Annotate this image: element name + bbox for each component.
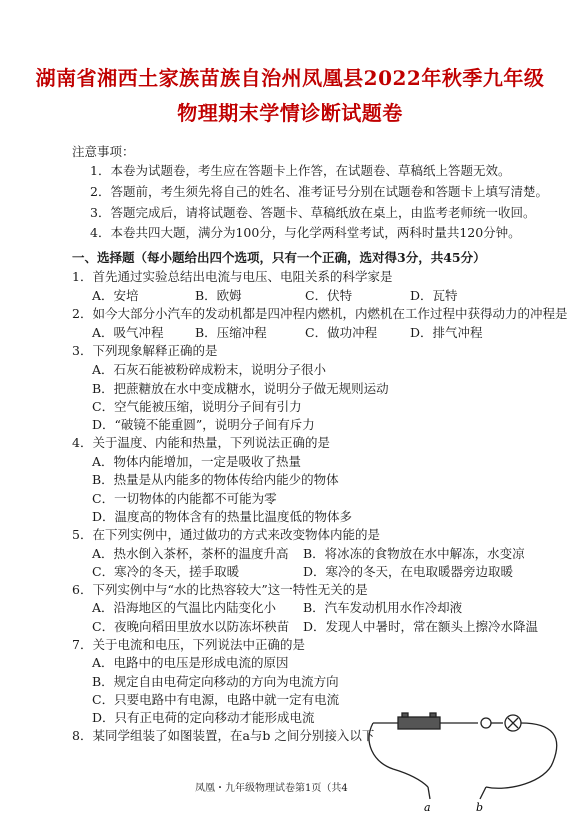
section-heading: 一、选择题（每小题给出四个选项，只有一个正确，选对得3分，共45分）: [72, 250, 486, 265]
figure-label-b: b: [476, 801, 484, 814]
question-stem: 6．下列实例中与“水的比热容较大”这一特性无关的是: [72, 582, 368, 597]
option-d: D．瓦特: [410, 288, 458, 303]
question-stem: 4．关于温度、内能和热量，下列说法正确的是: [72, 435, 330, 450]
option-b: B．热量是从内能多的物体传给内能少的物体: [92, 472, 339, 487]
question-stem: 1．首先通过实验总结出电流与电压、电阻关系的科学家是: [72, 269, 393, 284]
notice-item: 3．答题完成后，请将试题卷、答题卡、草稿纸放在桌上，由监考老师统一收回。: [90, 205, 536, 220]
notice-heading: 注意事项：: [72, 144, 135, 159]
option-b: B．将冰冻的食物放在水中解冻，水变凉: [303, 546, 525, 561]
option-b: B．规定自由电荷定向移动的方向为电流方向: [92, 674, 339, 689]
option-b: B．压缩冲程: [195, 325, 267, 340]
option-a: A．吸气冲程: [92, 325, 164, 340]
option-a: A．安培: [92, 288, 139, 303]
option-c: C．一切物体的内能都不可能为零: [92, 491, 277, 506]
option-c: C．伏特: [305, 288, 353, 303]
option-b: B．欧姆: [195, 288, 242, 303]
option-a: A．电路中的电压是形成电流的原因: [92, 655, 289, 670]
option-d: D．寒冷的冬天，在电取暖器旁边取暖: [303, 564, 514, 579]
notice-item: 1．本卷为试题卷，考生应在答题卡上作答，在试题卷、草稿纸上答题无效。: [90, 163, 511, 178]
option-c: C．寒冷的冬天，搓手取暖: [92, 564, 240, 579]
question-stem: 8．某同学组装了如图装置，在a与b 之间分别接入以下: [72, 728, 375, 743]
option-a: A．热水倒入茶杯，茶杯的温度升高: [92, 546, 289, 561]
circuit-figure: [368, 707, 568, 817]
option-a: A．石灰石能被粉碎成粉末，说明分子很小: [92, 362, 327, 377]
option-d: D．温度高的物体含有的热量比温度低的物体多: [92, 509, 353, 524]
option-c: C．空气能被压缩，说明分子间有引力: [92, 399, 302, 414]
option-c: C．做功冲程: [305, 325, 378, 340]
question-stem: 2．如今大部分小汽车的发动机都是四冲程内燃机，内燃机在工作过程中获得动力的冲程是: [72, 306, 568, 321]
exam-title-line1: 湖南省湘西土家族苗族自治州凤凰县2022年秋季九年级: [35, 66, 545, 90]
option-c: C．夜晚向稻田里放水以防冻坏秧苗: [92, 619, 290, 634]
exam-title-line2: 物理期末学情诊断试题卷: [177, 101, 403, 125]
question-stem: 3．下列现象解释正确的是: [72, 343, 218, 358]
option-a: A．物体内能增加，一定是吸收了热量: [92, 454, 302, 469]
option-d: D．发现人中暑时，常在额头上擦冷水降温: [303, 619, 539, 634]
figure-label-a: a: [424, 801, 431, 814]
option-a: A．沿海地区的气温比内陆变化小: [92, 600, 277, 615]
notice-item: 4．本卷共四大题，满分为100分，与化学两科堂考试，两科时量共120分钟。: [90, 225, 521, 240]
option-b: B．把蔗糖放在水中变成糖水，说明分子做无规则运动: [92, 381, 389, 396]
option-d: D．排气冲程: [410, 325, 483, 340]
option-d: D．“破镜不能重圆”，说明分子间有斥力: [92, 417, 315, 432]
question-stem: 7．关于电流和电压，下列说法中正确的是: [72, 637, 305, 652]
option-d: D．只有正电荷的定向移动才能形成电流: [92, 710, 315, 725]
question-stem: 5．在下列实例中，通过做功的方式来改变物体内能的是: [72, 527, 380, 542]
page-footer: 凤凰・九年级物理试卷第1页（共4: [195, 783, 348, 794]
option-b: B．汽车发动机用水作冷却液: [303, 600, 463, 615]
notice-item: 2．答题前，考生须先将自己的姓名、准考证号分别在试题卷和答题卡上填写清楚。: [90, 184, 548, 199]
option-c: C．只要电路中有电源，电路中就一定有电流: [92, 692, 340, 707]
